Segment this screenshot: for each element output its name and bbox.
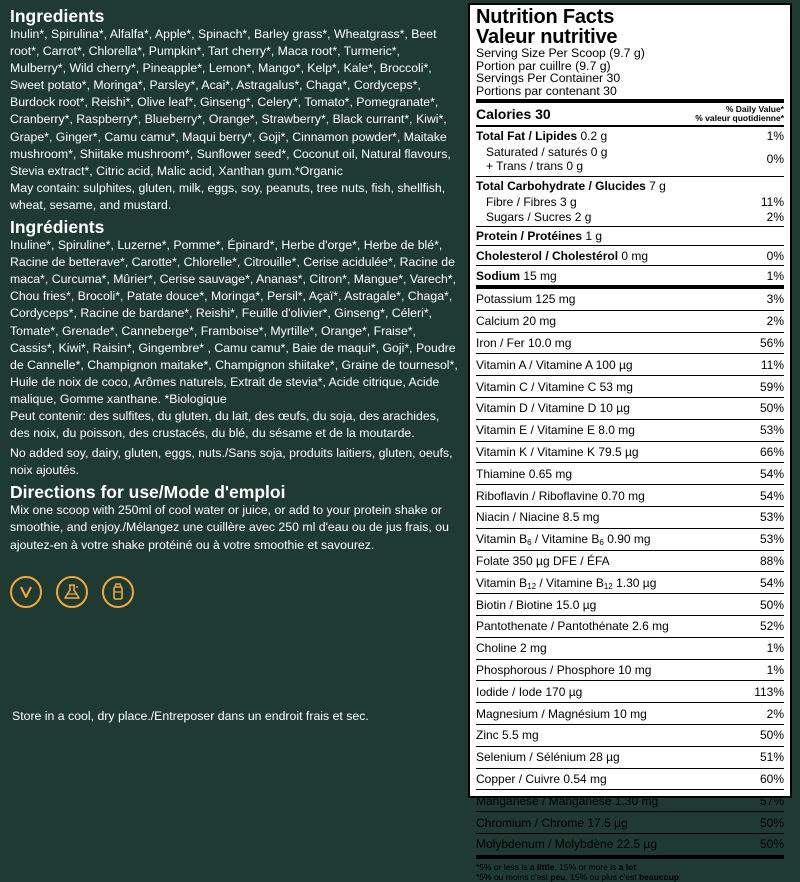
footnote-en: , 15% or more is: [554, 861, 619, 872]
flask-mixing-icon: [56, 576, 88, 608]
sugars-row: [476, 209, 784, 224]
micronutrient-row: [476, 572, 784, 594]
micronutrient-row: [476, 747, 784, 769]
no-added-statement: No added soy, dairy, gluten, eggs, nuts./Sans soja, produits laitiers, gluten, oeufs, noix ajoutés.: [10, 446, 453, 478]
micronutrient-label: Niacin / Niacine 8.5 mg: [476, 510, 600, 525]
micronutrient-label: Folate 350 µg DFE / ÉFA: [476, 553, 610, 568]
micronutrient-row: [476, 333, 784, 355]
micronutrient-label: Biotin / Biotine 15.0 µg: [476, 597, 597, 612]
micronutrient-label-part: / Vitamine B: [536, 575, 604, 590]
micronutrient-pct: 50%: [759, 728, 784, 743]
protein-amount: 1 g: [585, 229, 603, 243]
micronutrient-pct: 2%: [766, 314, 784, 329]
micronutrient-label-part: Vitamin B: [476, 575, 528, 590]
dv-en: % Daily Value*: [725, 103, 784, 114]
micronutrient-row: [476, 529, 784, 551]
nutrition-title-fr: Valeur nutritive: [476, 26, 618, 48]
micronutrient-label: Iodide / Iode 170 µg: [476, 684, 583, 699]
micronutrient-row: [476, 311, 784, 333]
footnote-en-bold: a lot: [618, 861, 637, 872]
carb-row: [476, 177, 784, 195]
micronutrient-pct: 66%: [759, 444, 784, 459]
micronutrient-row: [476, 790, 784, 812]
sugars-label: Sugars / Sucres 2 g: [486, 209, 592, 224]
directions-text: Mix one scoop with 250ml of cool water or juice, or add to your protein shake or smoothie, and enjoy./Mélangez une cuillère avec 250 ml d'eau ou de jus frais, ou ajoutez-en à votre shake protéiné ou à votre smoothie et savourez.: [10, 503, 449, 552]
chol-pct: 0%: [766, 248, 784, 263]
may-contain-en: May contain: sulphites, gluten, milk, eggs, soy, peanuts, tree nuts, fish, shellfish, wheat, sesame, and mustard.: [10, 180, 446, 212]
micronutrient-label-part: Vitamin B: [476, 532, 528, 547]
micronutrient-row: [476, 725, 784, 747]
micronutrient-pct: 52%: [759, 619, 784, 634]
micronutrient-label: Selenium / Sélénium 28 µg: [476, 750, 620, 765]
micronutrient-pct: 51%: [759, 750, 784, 765]
badge-icons: [10, 576, 458, 608]
micronutrient-label: Choline 2 mg: [476, 641, 547, 656]
micronutrient-row: [476, 289, 784, 311]
subscript: 6: [599, 538, 604, 548]
micronutrient-pct: 56%: [759, 335, 784, 350]
serving-size-en: Serving Size Per Scoop (9.7 g): [476, 46, 645, 60]
ingredients-en-heading: Ingredients: [10, 6, 105, 26]
micronutrient-pct: 50%: [759, 401, 784, 416]
footnote-fr-bold: peu: [550, 871, 566, 882]
micronutrient-pct: 2%: [766, 706, 784, 721]
fat-amount: 0.2 g: [580, 128, 608, 143]
chol-amount: 0 mg: [621, 248, 649, 263]
sodium-amount: 15 mg: [523, 268, 557, 283]
nutrition-facts-panel: [468, 3, 792, 882]
micronutrient-row: [476, 660, 784, 682]
shaker-bottle-icon: [102, 576, 134, 608]
micronutrient-label: Molybdenum / Molybdène 22.5 µg: [476, 837, 658, 852]
dv-fr: % valeur quotidienne*: [695, 113, 784, 123]
micronutrient-label: Vitamin D / Vitamine D 10 µg: [476, 401, 630, 416]
micronutrient-pct: 53%: [759, 423, 784, 438]
servings-fr: Portions par contenant 30: [476, 83, 617, 98]
micronutrient-row: [476, 594, 784, 616]
chol-label: Cholesterol / Cholestérol: [476, 248, 619, 263]
footnote: [476, 862, 784, 882]
micronutrient-row: [476, 703, 784, 725]
carb-amount: 7 g: [649, 179, 666, 193]
servings-en: Servings Per Container 30: [476, 71, 621, 85]
daily-value-header: [695, 105, 784, 124]
micronutrient-list: [476, 289, 784, 855]
trans-label: + Trans / trans 0 g: [486, 159, 584, 173]
footnote-fr-bold: beaucoup: [638, 871, 680, 882]
serving-size-fr: Portion par cuillre (9.7 g): [476, 58, 611, 73]
sugars-pct: 2%: [766, 209, 784, 224]
micronutrient-row: [476, 681, 784, 703]
protein-label: Protein / Protéines: [476, 229, 583, 243]
calories-row: [476, 103, 784, 125]
micronutrient-pct: 54%: [759, 488, 784, 503]
micronutrient-pct: 53%: [759, 532, 784, 547]
micronutrient-label: Pantothenate / Pantothénate 2.6 mg: [476, 619, 669, 634]
micronutrient-pct: 53%: [759, 510, 784, 525]
micronutrient-row: [476, 638, 784, 660]
micronutrient-label: Calcium 20 mg: [476, 314, 557, 329]
footnote-fr: , 15% ou plus c'est: [565, 871, 639, 882]
fat-pct: 1%: [766, 128, 784, 143]
micronutrient-row: [476, 420, 784, 442]
sodium-pct: 1%: [766, 268, 784, 283]
micronutrient-pct: 11%: [760, 357, 784, 372]
subscript: 6: [527, 538, 532, 548]
sodium-label: Sodium: [476, 268, 520, 283]
micronutrient-row: [476, 463, 784, 485]
micronutrient-label: Chromium / Chrome 17.5 µg: [476, 815, 628, 830]
micronutrient-pct: 50%: [759, 815, 784, 830]
micronutrient-label: Iron / Fer 10.0 mg: [476, 335, 572, 350]
footnote-fr: *5% ou moins c'est: [476, 871, 551, 882]
micronutrient-pct: 88%: [759, 553, 784, 568]
footnote-en: *5% or less is: [476, 861, 530, 872]
micronutrient-row: [476, 551, 784, 573]
micronutrient-label: Vitamin C / Vitamine C 53 mg: [476, 379, 633, 394]
micronutrient-label: Potassium 125 mg: [476, 292, 576, 307]
storage-text: Store in a cool, dry place./Entreposer dans un endroit frais et sec.: [12, 709, 369, 723]
subscript: 12: [603, 581, 613, 591]
divider-thick: [476, 855, 784, 859]
micronutrient-pct: 1%: [766, 641, 784, 656]
ingredients-en-text: Inulin*, Spirulina*, Alfalfa*, Apple*, Spinach*, Barley grass*, Wheatgrass*, Beet root*, Carrot*, Chlorella*, Pumpkin*, Tart cherry*, Maca root*, Turmeric*, Mulberry*, Wild cherry*, Pineapple*, Lemon*, Mango*, Kelp*, Kale*, Broccoli*, Sweet potato*, Moringa*, Parsley*, Acai*, Astragalus*, Chaga*, Cordyceps*, Burdock root*, Reishi*, Olive leaf*, Ginseng*, Celery*, Tomato*, Pomegranate*, Cranberry*, Raspberry*, Blueberry*, Orange*, Strawberry*, Black currant*, Kiwi*, Grape*, Ginger*, Camu camu*, Maqui berry*, Goji*, Cinnamon powder*, Maitake mushroom*, Shiitake mushroom*, Sunflower seed*, Coconut oil, Natural flavours, Stevia extract*, Citric acid, Malic acid, Xanthan gum.*Organic: [10, 27, 451, 178]
micronutrient-row: [476, 834, 784, 855]
micronutrient-pct: 57%: [759, 793, 784, 808]
micronutrient-label: Zinc 5.5 mg: [476, 728, 539, 743]
sodium-row: [476, 266, 784, 285]
directions-heading: Directions for use/Mode d'emploi: [10, 482, 286, 503]
micronutrient-label-part: 0.90 mg: [603, 532, 651, 547]
micronutrient-label: Phosphorous / Phosphore 10 mg: [476, 662, 652, 677]
fat-row: [476, 127, 784, 144]
footnote-en-bold: a little: [529, 861, 555, 872]
micronutrient-row: [476, 376, 784, 398]
may-contain-fr: Peut contenir: des sulfites, du gluten, du lait, des œufs, du soja, des arachides, des noix, du poisson, des crustacés, du blé, du sésame et de la moutarde.: [10, 408, 440, 441]
micronutrient-label: Manganese / Manganèse 1.30 mg: [476, 793, 659, 808]
micronutrient-label-part: / Vitamine B: [531, 532, 600, 547]
micronutrient-pct: 50%: [759, 837, 784, 852]
micronutrient-label: [476, 576, 656, 590]
micronutrient-pct: 3%: [766, 292, 784, 307]
fibre-row: [476, 195, 784, 209]
micronutrient-row: [476, 354, 784, 376]
micronutrient-pct: 113%: [754, 684, 784, 699]
micronutrient-pct: 1%: [766, 662, 784, 677]
micronutrient-label: Riboflavin / Riboflavine 0.70 mg: [476, 488, 645, 503]
micronutrient-row: [476, 769, 784, 791]
micronutrient-label: Copper / Cuivre 0.54 mg: [476, 771, 607, 786]
calories-label: Calories 30: [476, 106, 551, 122]
micronutrient-pct: 54%: [759, 466, 784, 481]
vegan-v-icon: [10, 576, 42, 608]
micronutrient-row: [476, 398, 784, 420]
micronutrient-row: [476, 616, 784, 638]
ingredients-fr-heading: Ingrédients: [10, 217, 105, 238]
micronutrient-row: [476, 812, 784, 834]
micronutrient-label: Vitamin A / Vitamine A 100 µg: [476, 357, 633, 372]
protein-row: [476, 227, 784, 245]
subscript: 12: [527, 581, 537, 591]
fat-label: Total Fat / Lipides: [476, 128, 578, 143]
micronutrient-label: [476, 532, 651, 546]
micronutrient-label: Vitamin K / Vitamine K 79.5 µg: [476, 444, 639, 459]
micronutrient-pct: 50%: [759, 597, 784, 612]
ingredients-fr-text: Inuline*, Spiruline*, Luzerne*, Pomme*, Épinard*, Herbe d'orge*, Herbe de blé*, Racine de betterave*, Carotte*, Chlorelle*, Citrouille*, Cerise acidulée*, Racine de maca*, Curcuma*, Mûrier*, Cerise sauvage*, Ananas*, Citron*, Mangue*, Varech*, Chou fries*, Brocoli*, Patate douce*, Moringa*, Persil*, Açaï*, Astragale*, Chaga*, Cordyceps*, Racine de bardane*, Reishi*, Feuille d'olivier*, Ginseng*, Céleri*, Tomate*, Grenade*, Canneberge*, Framboise*, Myrtille*, Orange*, Fraise*, Cassis*, Kiwi*, Raisin*, Gingembre* , Camu camu*, Baie de maqui*, Goji*, Poudre de Cannelle*, Champignon maitake*, Champignon shiitake*, Graine de tournesol*, Huile de noix de coco, Arômes naturels, Extrait de stevia*, Acide citrique, Acide malique, Gomme xanthane. *Biologique: [10, 238, 458, 406]
sat-trans-pct: 0%: [766, 152, 784, 166]
sat-trans-row: [476, 144, 784, 174]
micronutrient-row: [476, 442, 784, 464]
carb-label: Total Carbohydrate / Glucides: [476, 179, 646, 193]
left-column: [10, 6, 458, 608]
fibre-pct: 11%: [760, 195, 784, 209]
micronutrient-pct: 60%: [759, 771, 784, 786]
micronutrient-pct: 59%: [759, 379, 784, 394]
fibre-label: Fibre / Fibres 3 g: [486, 195, 577, 209]
micronutrient-label: Magnesium / Magnésium 10 mg: [476, 706, 647, 721]
micronutrient-label: Vitamin E / Vitamine E 8.0 mg: [476, 423, 635, 438]
micronutrient-row: [476, 507, 784, 529]
cholesterol-row: [476, 246, 784, 265]
saturated-label: Saturated / saturés 0 g: [486, 145, 608, 159]
micronutrient-label: Thiamine 0.65 mg: [476, 466, 573, 481]
micronutrient-label-part: 1.30 µg: [612, 575, 657, 590]
micronutrient-pct: 54%: [759, 575, 784, 590]
micronutrient-row: [476, 485, 784, 507]
nutrition-title-en: Nutrition Facts: [476, 6, 615, 28]
